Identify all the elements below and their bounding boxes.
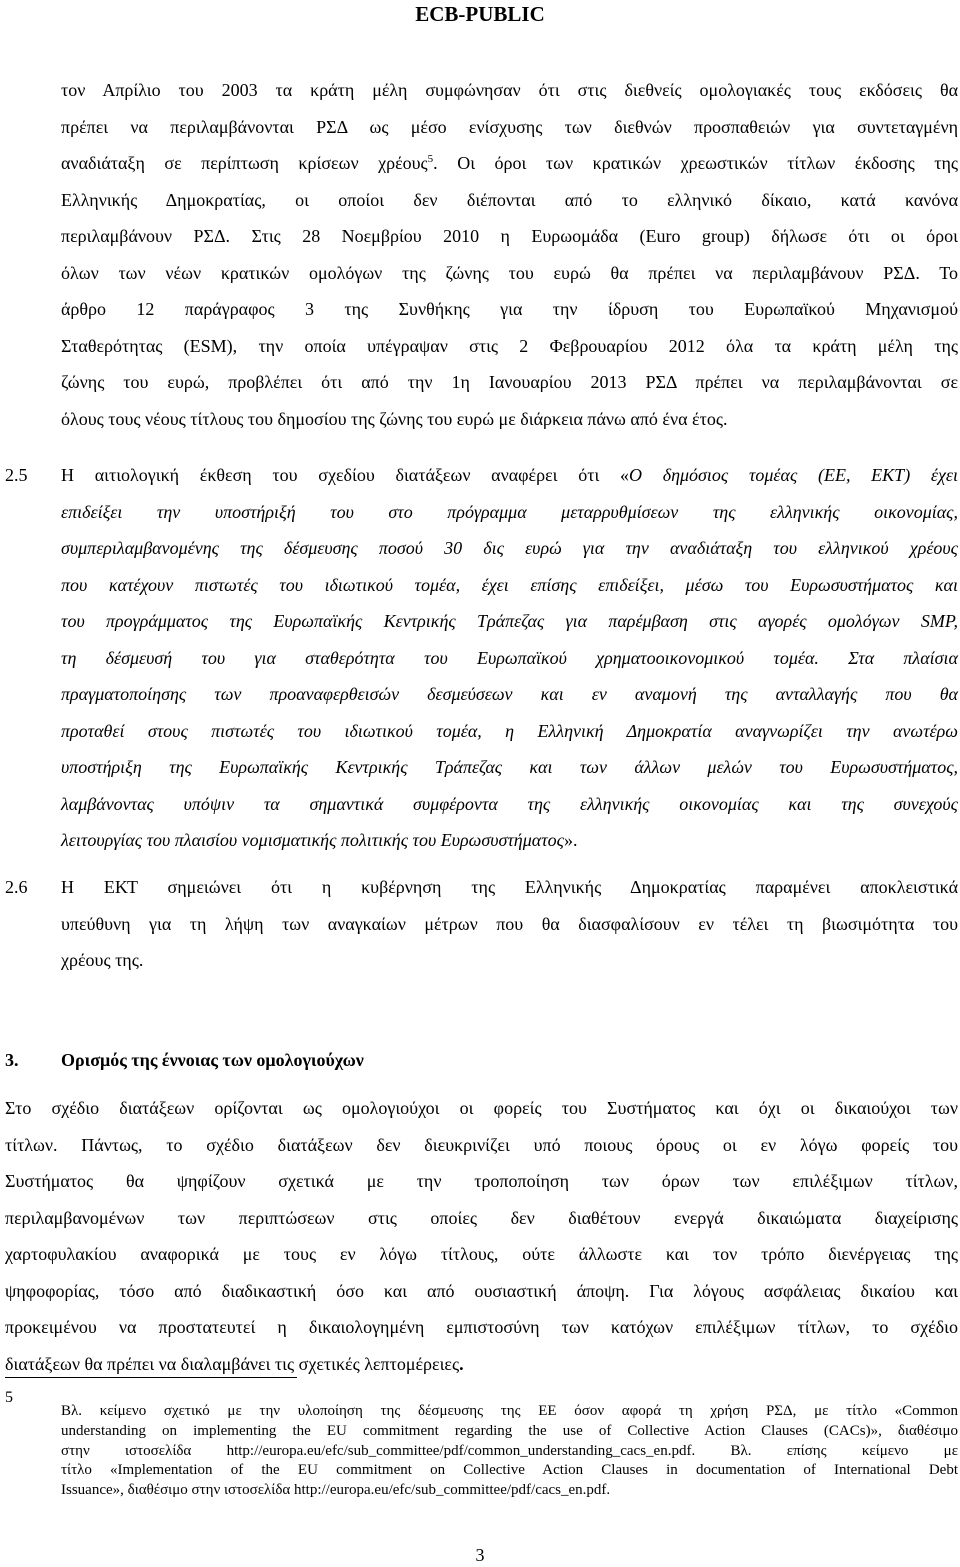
text-line: επιδείξει την υποστήριξή του στο πρόγραμμα μεταρρυθμίσεων της ελληνικής οικονομίας,	[61, 501, 958, 522]
footnote-reference[interactable]: 5	[427, 153, 434, 165]
text-line: συμπεριλαμβανομένης της δέσμευσης ποσού 30 δις ευρώ για την αναδιάταξη του ελληνικού χρέους	[61, 538, 958, 558]
text-line: υπεύθυνη για τη λήψη των αναγκαίων μέτρων που θα διασφαλίσουν εν τέλει τη βιωσιμότητα του	[61, 913, 958, 934]
page-number: 3	[475, 1545, 485, 1565]
footnote-line: understanding on implementing the EU commitment regarding the use of Collective Action Clauses (CACs)», διαθέσιμο	[61, 1422, 958, 1439]
section-number: 3.	[5, 1050, 19, 1070]
text-line: Συστήματος θα ψηφίζουν σχετικά με την τροποποίηση των όρων των επιλέξιμων τίτλων,	[5, 1171, 958, 1191]
paragraph-number: 2.6	[5, 877, 28, 897]
paragraph-intro	[61, 72, 958, 437]
text-line: προκειμένου να προστατευτεί η δικαιολογημένη εμπιστοσύνη των κατόχων επιλέξιμων τίτλων, το σχέδιο	[5, 1317, 958, 1337]
text-line: ζώνης του ευρώ, προβλέπει ότι από την 1η Ιανουαρίου 2013 ΡΣΔ πρέπει να περιλαμβάνονται σε	[61, 372, 958, 392]
text-line: Ελληνικής Δημοκρατίας, οι οποίοι δεν διέπονται από το ελληνικό δίκαιο, κατά κανόνα	[61, 189, 958, 210]
text-line: Σταθερότητας (ESM), την οποία υπέγραψαν στις 2 Φεβρουαρίου 2012 όλα τα κράτη μέλη της	[61, 335, 958, 356]
text-line: τη δέσμευσή του για σταθερότητα του Ευρωπαϊκού χρηματοοικονομικού τομέα. Στα πλαίσια	[61, 647, 958, 668]
text-line: άρθρο 12 παράγραφος 3 της Συνθήκης για την ίδρυση του Ευρωπαϊκού Μηχανισμού	[61, 299, 958, 319]
text-line: περιλαμβάνουν ΡΣΔ. Στις 28 Νοεμβρίου 2010 η Ευρωομάδα (Euro group) δήλωσε ότι οι όροι	[61, 226, 958, 246]
text-line: πραγματοποίησης των προαναφερθεισών δεσμεύσεων και εν αναμονή της ανταλλαγής που θα	[61, 684, 958, 704]
paragraph-number: 2.5	[5, 465, 28, 485]
footnote-separator	[5, 1377, 297, 1378]
footnote-marker: 5	[5, 1389, 13, 1406]
footnote-line: Βλ. κείμενο σχετικό με την υλοποίηση της δέσμευσης της ΕΕ όσον αφορά τη χρήση ΡΣΔ, με τίτλο «Common	[61, 1403, 958, 1419]
footnote-line: στην ιστοσελίδα http://europa.eu/efc/sub_committee/pdf/common_understanding_cacs_en.pdf. Βλ. επίσης κείμενο με	[61, 1442, 958, 1459]
text-line: πρέπει να περιλαμβάνονται ΡΣΔ ως μέσο ενίσχυσης των διεθνών προσπαθειών για συντεταγμένη	[61, 116, 958, 137]
footnote-line: Issuance», διαθέσιμο στην ιστοσελίδα http://europa.eu/efc/sub_committee/pdf/cacs_en.pdf.	[61, 1482, 611, 1499]
section-title: Ορισμός της έννοιας των ομολογιούχων	[61, 1050, 364, 1070]
paragraph-2-6	[61, 869, 958, 979]
text-line: περιλαμβανομένων των περιπτώσεων στις οποίες δεν διαθέτουν ενεργά δικαιώματα διαχείρισης	[5, 1207, 958, 1228]
text-line: όλων των νέων κρατικών ομολόγων της ζώνης του ευρώ θα πρέπει να περιλαμβάνουν ΡΣΔ. Το	[61, 262, 958, 283]
paragraph-2-5	[61, 457, 958, 859]
text-line: λειτουργίας του πλαισίου νομισματικής πολιτικής του Ευρωσυστήματος».	[61, 830, 578, 850]
text-line: ψηφοφορίας, τόσο από διαδικαστική όσο και από ουσιαστική άποψη. Για λόγους ασφάλειας δικαίου και	[5, 1280, 958, 1301]
text-line: χαρτοφυλακίου αναφορικά με τους εν λόγω τίτλους, ούτε άλλωστε και τον τρόπο διενέργειας της	[5, 1244, 958, 1264]
text-line: τίτλων. Πάντως, το σχέδιο διατάξεων δεν διευκρινίζει υπό ποιους όρους οι εν λόγω φορείς του	[5, 1134, 958, 1155]
paragraph-section-3	[5, 1090, 958, 1382]
text-line: Στο σχέδιο διατάξεων ορίζονται ως ομολογιούχοι οι φορείς του Συστήματος και όχι οι δικαιούχοι των	[5, 1098, 958, 1118]
text-line: προταθεί στους πιστωτές του ιδιωτικού τομέα, η Ελληνική Δημοκρατία αναγνωρίζει την ανωτέρω	[61, 720, 958, 741]
text-line: διατάξεων θα πρέπει να διαλαμβάνει τις σχετικές λεπτομέρειες.	[5, 1353, 464, 1374]
text-line: του προγράμματος της Ευρωπαϊκής Κεντρικής Τράπεζας για παρέμβαση στις αγορές ομολόγων SMP,	[61, 611, 958, 631]
text-line: υποστήριξη της Ευρωπαϊκής Κεντρικής Τράπεζας και των άλλων μελών του Ευρωσυστήματος,	[61, 757, 958, 777]
text-line: χρέους της.	[61, 950, 144, 970]
text-line: αναδιάταξη σε περίπτωση κρίσεων χρέους$^5$. Οι όροι των κρατικών χρεωστικών τίτλων έκδοσης της	[61, 153, 958, 173]
text-line: τον Απρίλιο του 2003 τα κράτη μέλη συμφώνησαν ότι στις διεθνείς ομολογιακές τους εκδόσεις θα	[61, 80, 958, 100]
text-line: Η ΕΚΤ σημειώνει ότι η κυβέρνηση της Ελληνικής Δημοκρατίας παραμένει αποκλειστικά	[61, 877, 958, 897]
footnote-text	[61, 1402, 958, 1501]
text-line: όλους τους νέους τίτλους του δημοσίου της ζώνης του ευρώ με διάρκεια πάνω από ένα έτος.	[61, 408, 728, 429]
text-line: που κατέχουν πιστωτές του ιδιωτικού τομέα, έχει επίσης επιδείξει, μέσω του Ευρωσυστήματος και	[61, 574, 958, 595]
footnote-line: τίτλο «Implementation of the EU commitment on Collective Action Clauses in documentation of International Debt	[61, 1462, 958, 1479]
text-line: λαμβάνοντας υπόψιν τα σημαντικά συμφέροντα της ελληνικής οικονομίας και της συνεχούς	[61, 793, 958, 814]
text-line: Η αιτιολογική έκθεση του σχεδίου διατάξεων αναφέρει ότι «Ο δημόσιος τομέας (ΕΕ, ΕΚΤ) έχει	[61, 465, 959, 485]
classification-header: ECB-PUBLIC	[415, 2, 545, 26]
